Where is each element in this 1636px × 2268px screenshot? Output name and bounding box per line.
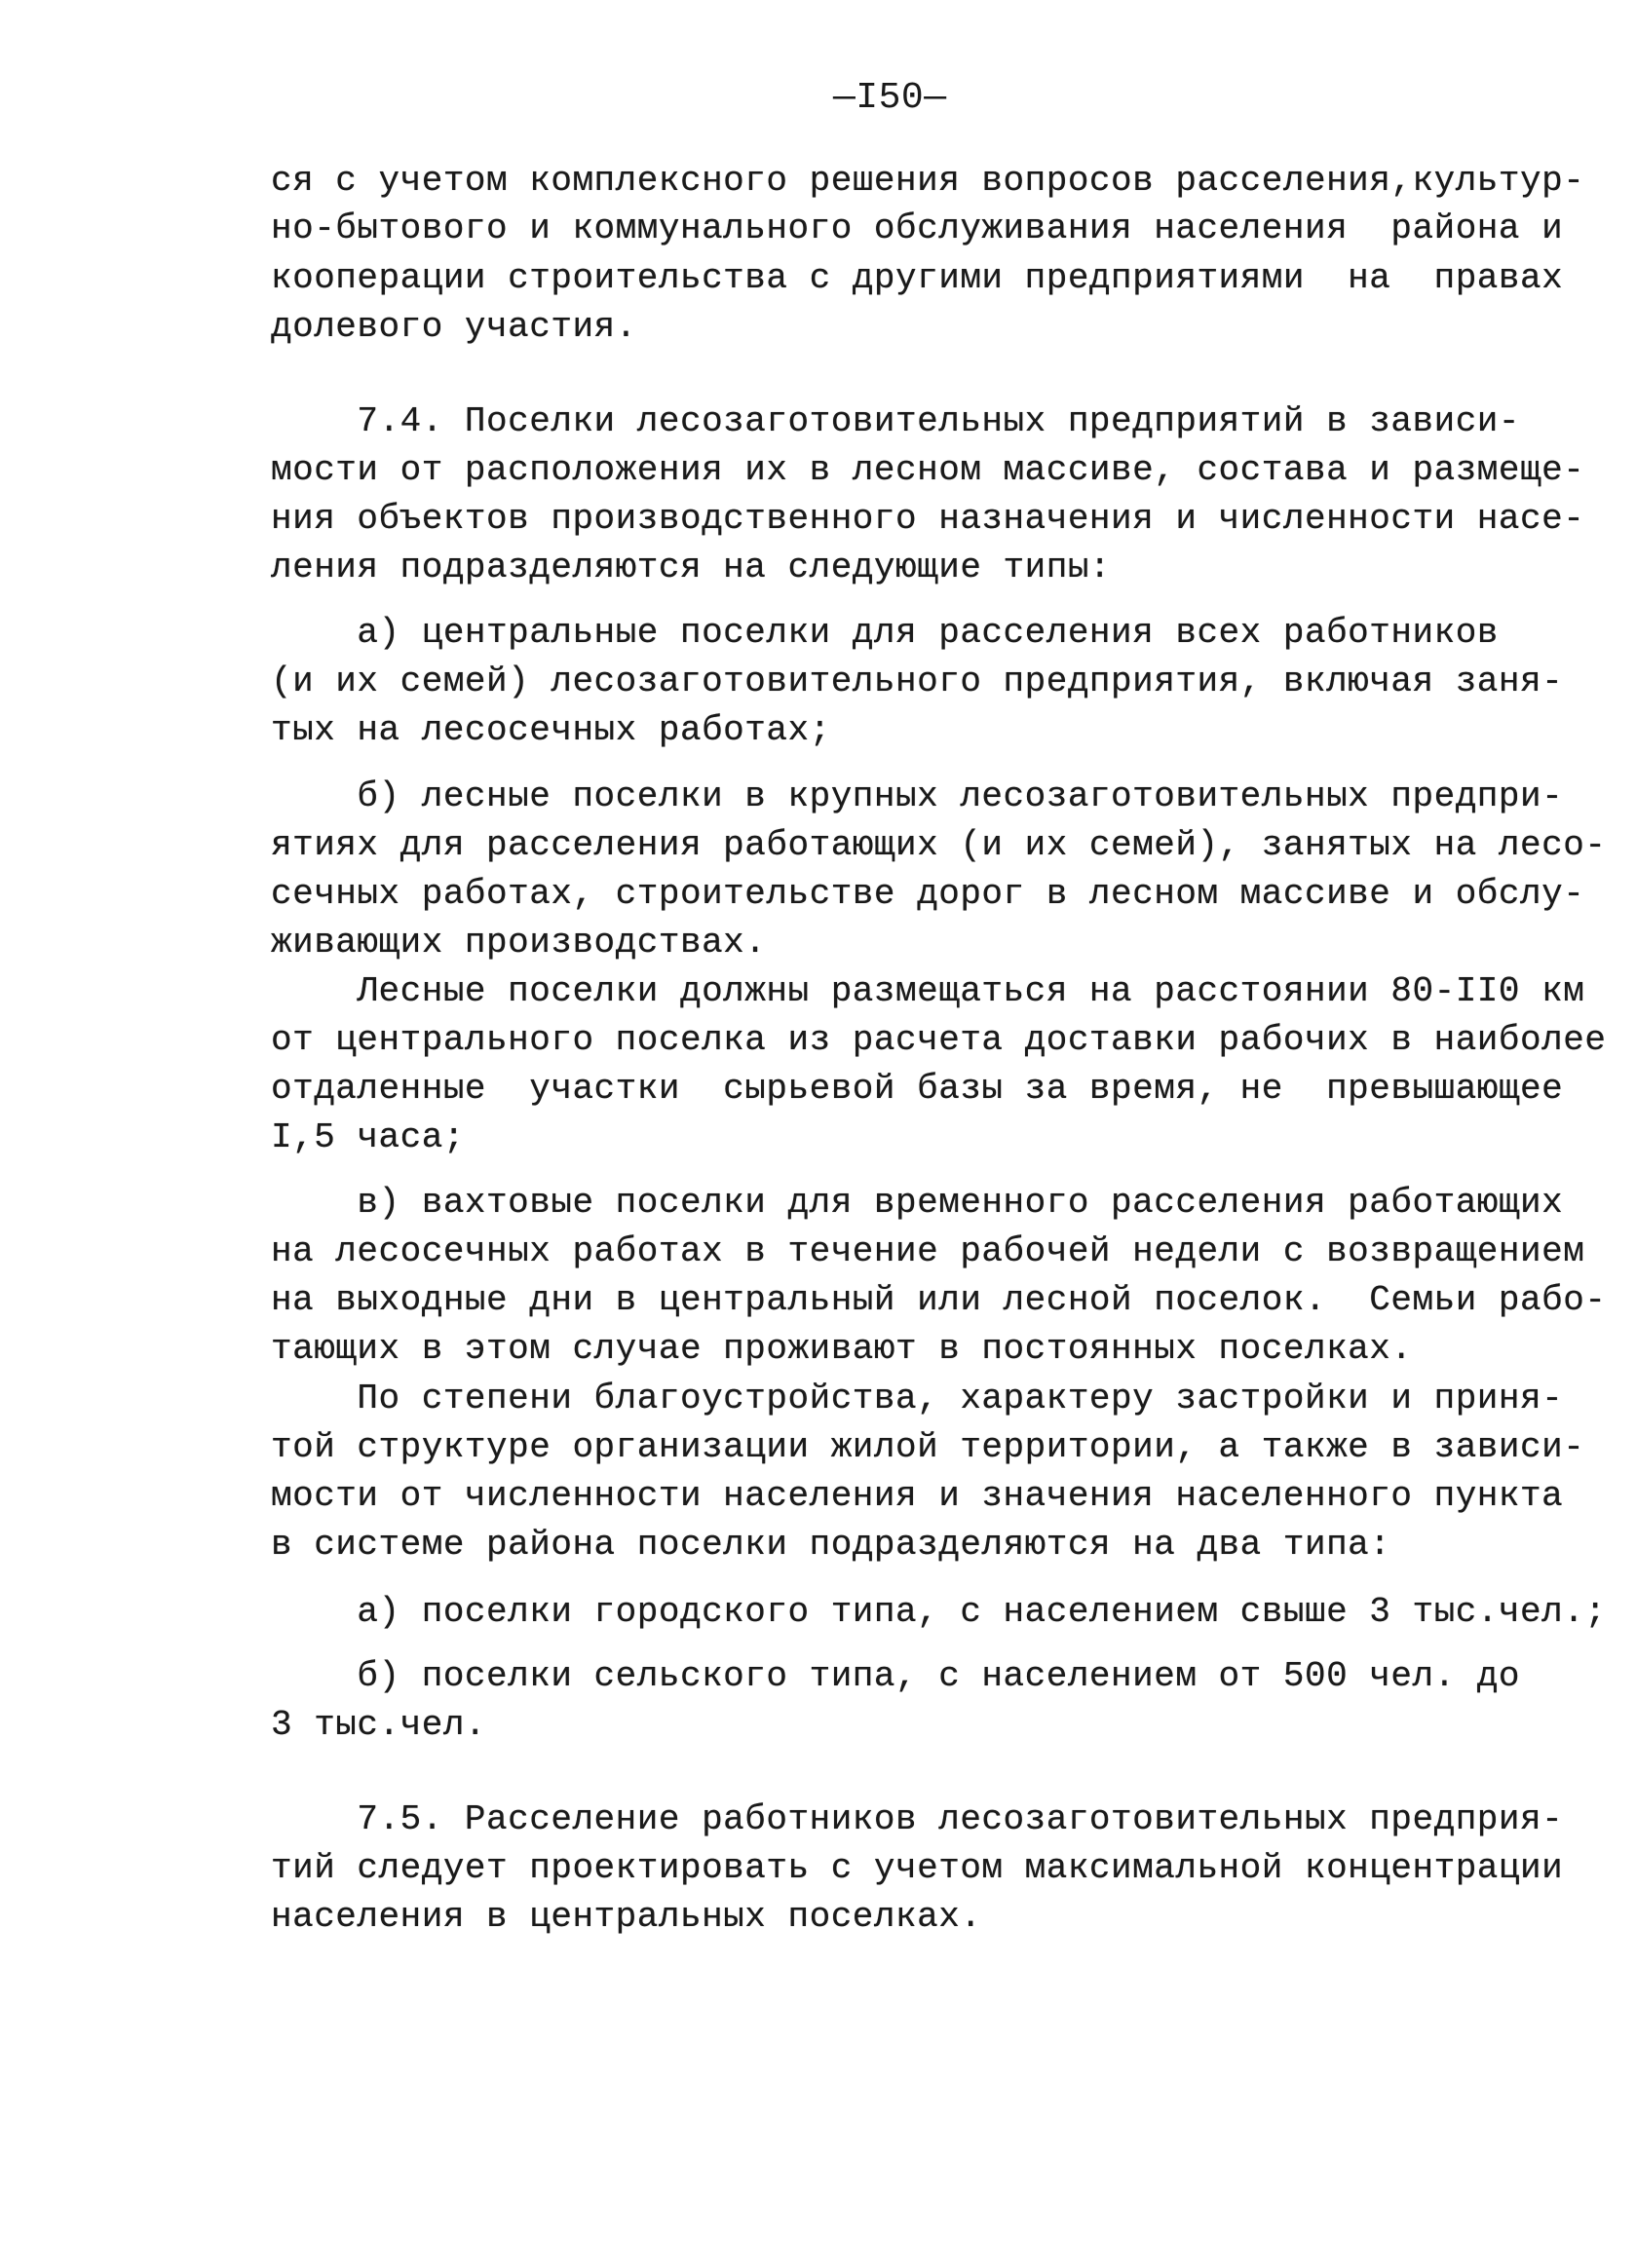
text-line: 7.5. Расселение работников лесозаготовительных предприя- (271, 1799, 1564, 1839)
text-line: той структуре организации жилой территории, а также в зависи- (271, 1427, 1585, 1467)
text-line: населения в центральных поселках. (271, 1897, 982, 1937)
text-line: 3 тыс.чел. (271, 1705, 487, 1745)
text-line: мости от расположения их в лесном массиве, состава и размеще- (271, 450, 1585, 490)
text-line: от центрального поселка из расчета доставки рабочих в наиболее (271, 1020, 1607, 1060)
page-number: —I50— (833, 77, 947, 119)
text-line: 7.4. Поселки лесозаготовительных предприятий в зависи- (271, 401, 1521, 441)
text-line: I,5 часа; (271, 1117, 465, 1157)
text-line: ления подразделяются на следующие типы: (271, 548, 1112, 587)
text-line: но-бытового и коммунального обслуживания населения района и (271, 208, 1564, 248)
text-line: живающих производствах. (271, 923, 767, 963)
text-line: долевого участия. (271, 307, 637, 347)
text-line: мости от численности населения и значения населенного пункта (271, 1476, 1564, 1516)
text-line: ятиях для расселения работающих (и их семей), занятых на лесо- (271, 825, 1607, 865)
text-line: ся с учетом комплексного решения вопросов расселения,культур- (271, 161, 1585, 201)
text-line: По степени благоустройства, характеру застройки и приня- (271, 1379, 1564, 1418)
text-line: в системе района поселки подразделяются на два типа: (271, 1525, 1391, 1565)
text-line: б) поселки сельского типа, с населением от 500 чел. до (271, 1656, 1521, 1696)
text-line: тий следует проектировать с учетом максимальной концентрации (271, 1848, 1564, 1888)
text-line: кооперации строительства с другими предприятиями на правах (271, 258, 1564, 298)
text-line: б) лесные поселки в крупных лесозаготовительных предпри- (271, 776, 1564, 816)
text-line: на выходные дни в центральный или лесной поселок. Семьи рабо- (271, 1280, 1607, 1320)
text-line: а) поселки городского типа, с населением свыше 3 тыс.чел.; (271, 1592, 1607, 1632)
text-line: на лесосечных работах в течение рабочей недели с возвращением (271, 1231, 1585, 1271)
text-line: отдаленные участки сырьевой базы за время, не превышающее (271, 1069, 1564, 1109)
text-line: в) вахтовые поселки для временного расселения работающих (271, 1183, 1564, 1223)
text-line: а) центральные поселки для расселения всех работников (271, 613, 1499, 653)
text-line: тающих в этом случае проживают в постоянных поселках. (271, 1329, 1413, 1369)
text-line: (и их семей) лесозаготовительного предприятия, включая заня- (271, 662, 1564, 701)
text-line: сечных работах, строительстве дорог в лесном массиве и обслу- (271, 874, 1585, 914)
text-line: тых на лесосечных работах; (271, 710, 831, 750)
text-line: ния объектов производственного назначения и численности насе- (271, 499, 1585, 539)
text-line: Лесные поселки должны размещаться на расстоянии 80-II0 км (271, 971, 1585, 1011)
